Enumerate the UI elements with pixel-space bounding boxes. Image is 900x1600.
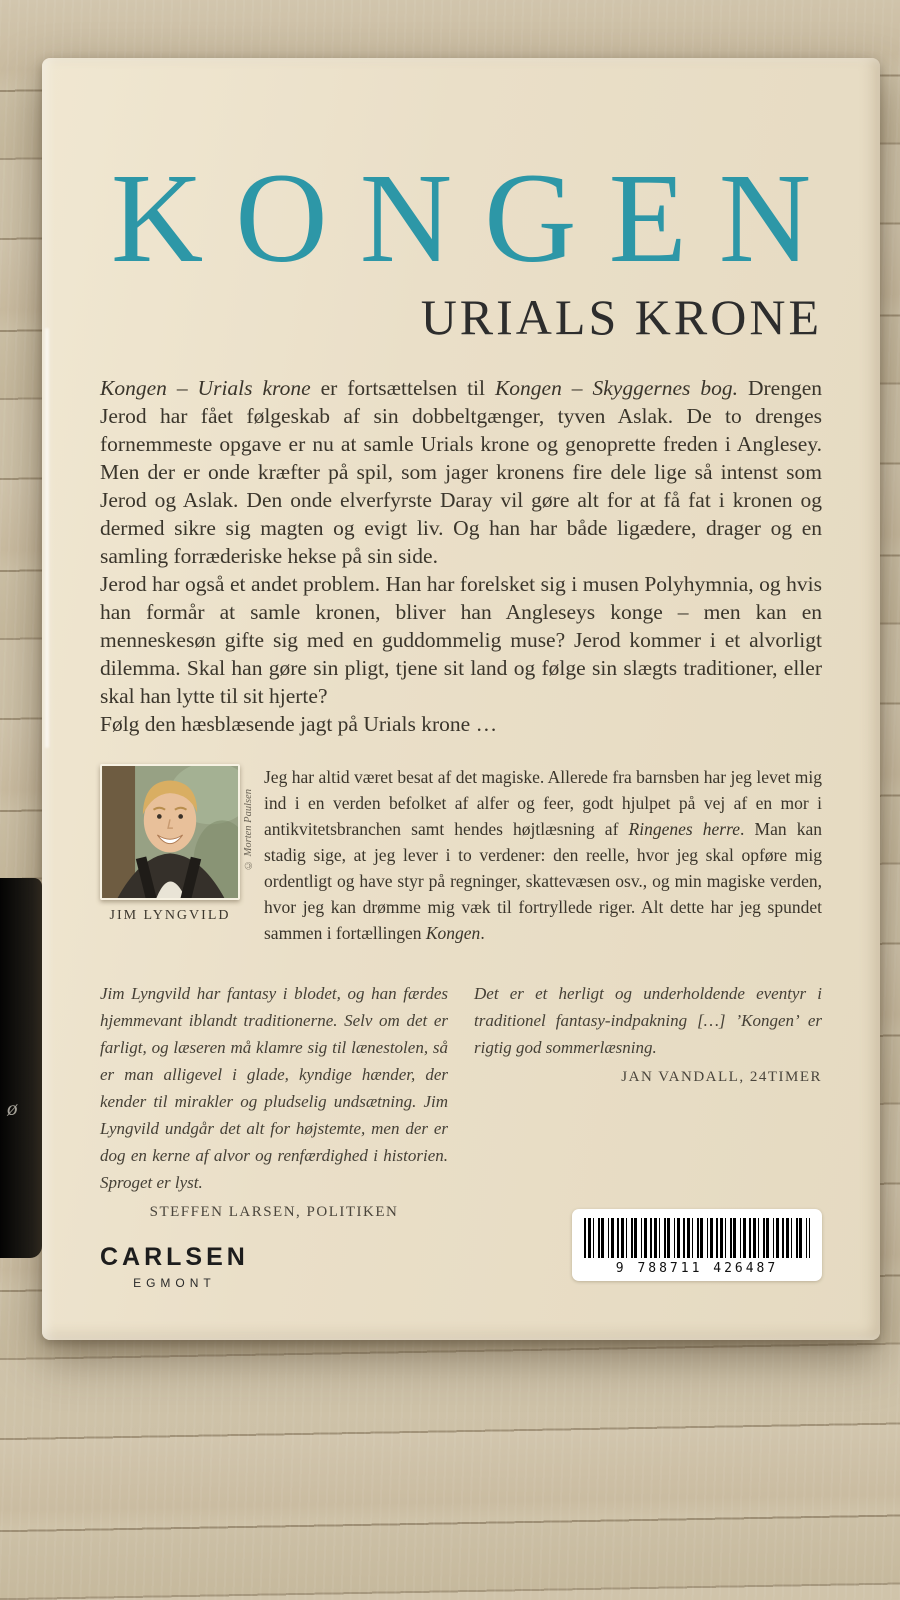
author-photo-caption: JIM LYNGVILD: [109, 908, 231, 923]
synopsis: [100, 374, 822, 738]
dark-object-mark: ø: [7, 1096, 18, 1120]
review-quote: Jim Lyngvild har fantasy i blodet, og han færdes hjemmevant iblandt traditionerne. Selv om det er farligt, og læseren må klamre sig til lænestolen, så er man alligevel i glade, kyndige hænder, der kender til mirakler og pludselig undsætning. Jim Lyngvild undgår det alt for højstemte, men der er dog en kerne af alvor og renfærdighed i historien. Sproget er lyst.: [100, 984, 448, 1192]
dark-object-left: [0, 878, 42, 1258]
publisher-imprint: EGMONT: [133, 1276, 216, 1290]
review-politiken: [100, 980, 448, 1221]
barcode-bars: [584, 1218, 810, 1258]
book-subtitle: URIALS KRONE: [420, 289, 822, 345]
review-attribution: JAN VANDALL, 24TIMER: [621, 1069, 822, 1085]
synopsis-paragraph: Kongen – Urials krone er fortsættelsen til Kongen – Skyggernes bog. Drengen Jerod har fået følgeskab af sin dobbeltgænger, tyven Aslak. De to drenges fornemmeste opgave er nu at samle Urials krone og genoprette freden i Anglesey. Men der er onde kræfter på spil, som jager kronens fire dele lige så intenst som Jerod og Aslak. Den onde elverfyrste Daray vil gøre alt for at få fat i kronen og dermed sikre sig magten og evigt liv. Og han har både ligædere, drager og en samling forræderiske hekse på sin side.: [100, 376, 822, 568]
photo-credit: © Morten Paulsen: [243, 789, 254, 871]
author-photo-column: [100, 764, 240, 924]
author-portrait-illustration: [102, 766, 238, 898]
review-quote: Det er et herligt og underholdende eventyr i traditionel fantasy-indpakning […] ’Kongen’ er rigtig god sommerlæsning.: [474, 984, 822, 1057]
reviews: [100, 980, 822, 1221]
author-section: [100, 764, 822, 946]
author-bio: Jeg har altid været besat af det magiske. Allerede fra barnsben har jeg levet mig ind i en verden befolket af alfer og feer, godt hjulpet på vej af en mor i antikvitetsbranchen samt hendes højtlæsning af Ringenes herre. Man kan stadig sige, at jeg lever i to verdener: den reelle, hvor jeg skal opføre mig ordentligt og have styr på regninger, skattevæsen osv., og min magiske verden, hvor jeg kan drømme mig væk til fortryllede riger. Alt dette har jeg spundet sammen i fortællingen Kongen.: [264, 767, 822, 943]
synopsis-paragraph: Følg den hæsblæsende jagt på Urials krone …: [100, 712, 498, 736]
publisher-logo: [100, 1243, 249, 1290]
cover-content: [42, 58, 880, 1290]
book-back-cover: [42, 58, 880, 1340]
barcode-number: 9 788711 426487: [615, 1261, 779, 1276]
author-photo: [100, 764, 240, 900]
book-title: KONGEN: [110, 147, 844, 289]
synopsis-paragraph: Jerod har også et andet problem. Han har forelsket sig i musen Polyhymnia, og hvis han formår at samle kronen, bliver han Angleseys konge – men kan en menneskesøn gifte sig med en guddommelig muse? Jerod kommer i et alvorligt dilemma. Skal han gøre sin pligt, tjene sit land og følge sin slægts traditioner, eller skal han lytte til sit hjerte?: [100, 572, 822, 708]
barcode: [572, 1209, 822, 1281]
publisher-name: CARLSEN: [100, 1243, 249, 1271]
review-24timer: [474, 980, 822, 1221]
review-attribution: STEFFEN LARSEN, POLITIKEN: [149, 1204, 399, 1220]
bottom-row: [100, 1229, 822, 1290]
